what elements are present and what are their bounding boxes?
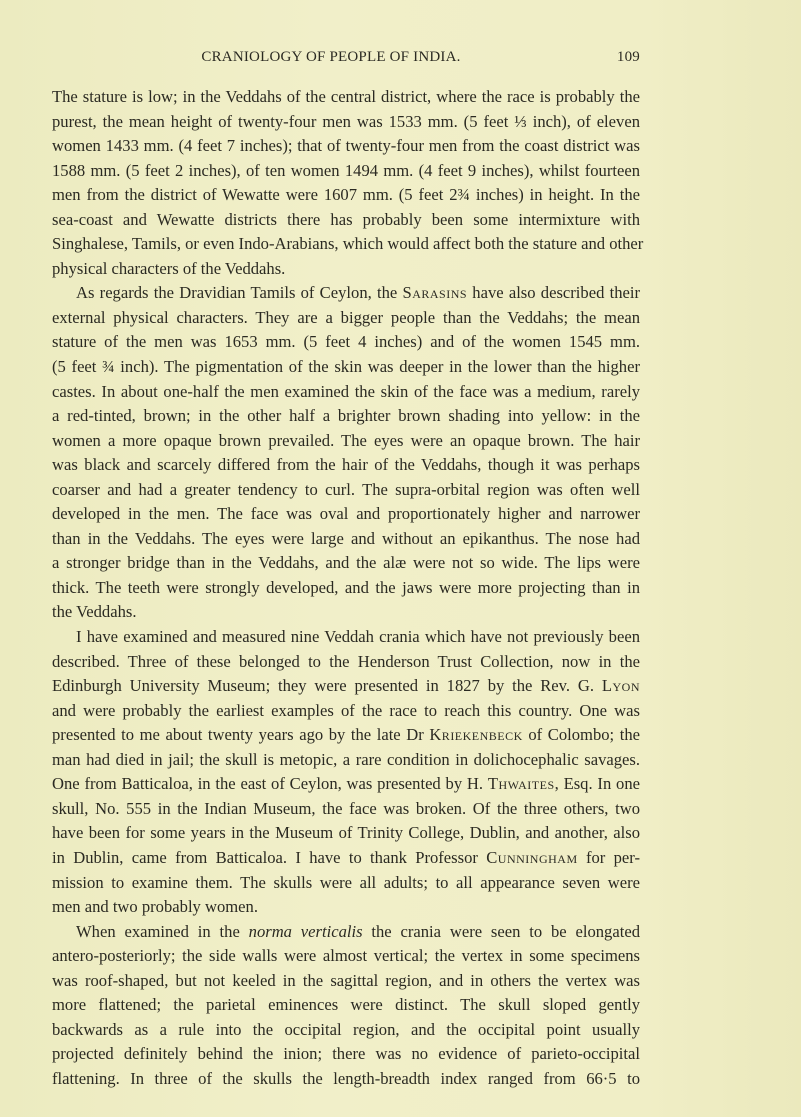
text-segment: (5 feet ¾ inch). The pigmentation of the skin was deeper in the lower than the higher [52,357,640,377]
text-segment: One from Batticaloa, in the east of Ceylon, was presented by H. [52,774,488,794]
text-segment: for per- [577,847,640,867]
body-text [52,85,644,1091]
text-line [52,527,640,552]
text-line [52,699,640,724]
text-line [52,650,640,675]
text-line [52,257,640,282]
text-line [52,944,640,969]
text-segment: in Dublin, came from Batticaloa. I have to thank Professor [52,847,487,867]
text-segment: Edinburgh University Museum; they were presented in 1827 by the Rev. G. [52,676,602,696]
text-line [52,478,640,503]
text-segment: was roof-shaped, but not keeled in the sagittal region, and in others the vertex was [52,970,640,990]
text-line [52,1067,640,1092]
text-segment: men from the district of Wewatte were 1607 mm. (5 feet 2¾ inches) in height. In the [52,185,640,205]
text-segment: When examined in the [76,921,249,941]
text-segment: , Esq. In one [554,774,640,794]
text-line [52,576,640,601]
text-segment: of Colombo; the [522,725,640,745]
text-segment: men and two probably women. [52,897,258,917]
text-line [52,625,640,650]
text-segment: backwards as a rule into the occipital region, and the occipital point usually [52,1019,640,1039]
text-line [52,920,640,945]
italic-term: norma verticalis [248,921,363,941]
text-line [52,600,640,625]
text-line [52,871,640,896]
text-segment: Singhalese, Tamils, or even Indo-Arabians, which would affect both the stature and other [52,234,644,254]
text-segment: flattening. In three of the skulls the length-breadth index ranged from 66·5 to [52,1068,640,1088]
text-segment: the Veddahs. [52,602,137,622]
text-segment: developed in the men. The face was oval and proportionately higher and narrower [52,504,640,524]
text-line [52,404,640,429]
proper-name: Sarasins [402,283,468,303]
proper-name: Cunningham [486,847,578,867]
proper-name: Lyon [601,676,640,696]
text-segment: man had died in jail; the skull is metopic, a rare condition in dolichocephalic savages. [52,749,640,769]
text-segment: than in the Veddahs. The eyes were large and without an epikanthus. The nose had [52,528,640,548]
text-segment: presented to me about twenty years ago by the late Dr [52,725,430,745]
text-line [52,134,640,159]
text-segment: skull, No. 555 in the Indian Museum, the face was broken. Of the three others, two [52,798,640,818]
text-segment: a stronger bridge than in the Veddahs, and the alæ were not so wide. The lips were [52,553,640,573]
text-line [52,183,640,208]
text-segment: 1588 mm. (5 feet 2 inches), of ten women 1494 mm. (4 feet 9 inches), whilst fourteen [52,160,640,180]
proper-name: Kriekenbeck [429,725,523,745]
text-line [52,502,640,527]
text-segment: women 1433 mm. (4 feet 7 inches); that of twenty-four men from the coast district was [52,136,640,156]
text-segment: The stature is low; in the Veddahs of the central district, where the race is probably the [52,87,640,106]
text-line [52,380,640,405]
text-line [52,453,640,478]
text-line [52,1018,640,1043]
text-segment: described. Three of these belonged to the Henderson Trust Collection, now in the [52,651,640,671]
text-line [52,797,640,822]
page-header [52,49,640,71]
text-segment: antero-posteriorly; the side walls were almost vertical; the vertex in some specimens [52,946,640,966]
text-line [52,551,640,576]
text-line [52,993,640,1018]
text-segment: physical characters of the Veddahs. [52,258,286,278]
text-line [52,110,640,135]
text-line [52,232,644,257]
text-line [52,846,640,871]
proper-name: Thwaites [487,774,555,794]
text-line [52,159,640,184]
text-segment: have been for some years in the Museum of Trinity College, Dublin, and another, also [52,823,640,843]
text-line [52,821,640,846]
text-line [52,208,640,233]
text-segment: mission to examine them. The skulls were all adults; to all appearance seven were [52,872,640,892]
text-line [52,969,640,994]
text-segment: purest, the mean height of twenty-four men was 1533 mm. (5 feet ⅓ inch), of eleven [52,111,640,131]
text-line [52,674,640,699]
text-segment: external physical characters. They are a bigger people than the Veddahs; the mean [52,307,640,327]
text-segment: more flattened; the parietal eminences were distinct. The skull sloped gently [52,995,640,1015]
page-number: 109 [616,49,640,65]
text-segment: sea-coast and Wewatte districts there has probably been some intermixture with [52,209,640,229]
text-segment: castes. In about one-half the men examined the skin of the face was a medium, rarely [52,381,640,401]
text-line [52,723,640,748]
text-line [52,1042,640,1067]
text-segment: projected definitely behind the inion; there was no evidence of parieto-occipital [52,1044,640,1064]
text-segment: thick. The teeth were strongly developed, and the jaws were more projecting than in [52,577,640,597]
text-segment: was black and scarcely differed from the hair of the Veddahs, though it was perhaps [52,455,640,475]
text-line [52,895,640,920]
text-segment: I have examined and measured nine Veddah crania which have not previously been [76,627,640,647]
text-segment: a red-tinted, brown; in the other half a brighter brown shading into yellow: in the [52,406,640,426]
text-line [52,281,640,306]
text-line [52,85,640,110]
text-segment: have also described their [467,283,640,303]
text-segment: the crania were seen to be elongated [362,921,640,941]
text-line [52,330,640,355]
text-line [52,429,640,454]
text-segment: As regards the Dravidian Tamils of Ceylon, the [76,283,403,303]
text-segment: women a more opaque brown prevailed. The eyes were an opaque brown. The hair [52,430,640,450]
text-line [52,772,640,797]
text-segment: and were probably the earliest examples of the race to reach this country. One was [52,700,640,720]
text-line [52,748,640,773]
text-segment: coarser and had a greater tendency to curl. The supra-orbital region was often well [52,479,640,499]
text-line [52,355,640,380]
text-segment: stature of the men was 1653 mm. (5 feet 4 inches) and of the women 1545 mm. [52,332,640,352]
text-line [52,306,640,331]
running-title: CRANIOLOGY OF PEOPLE OF INDIA. [201,49,461,65]
